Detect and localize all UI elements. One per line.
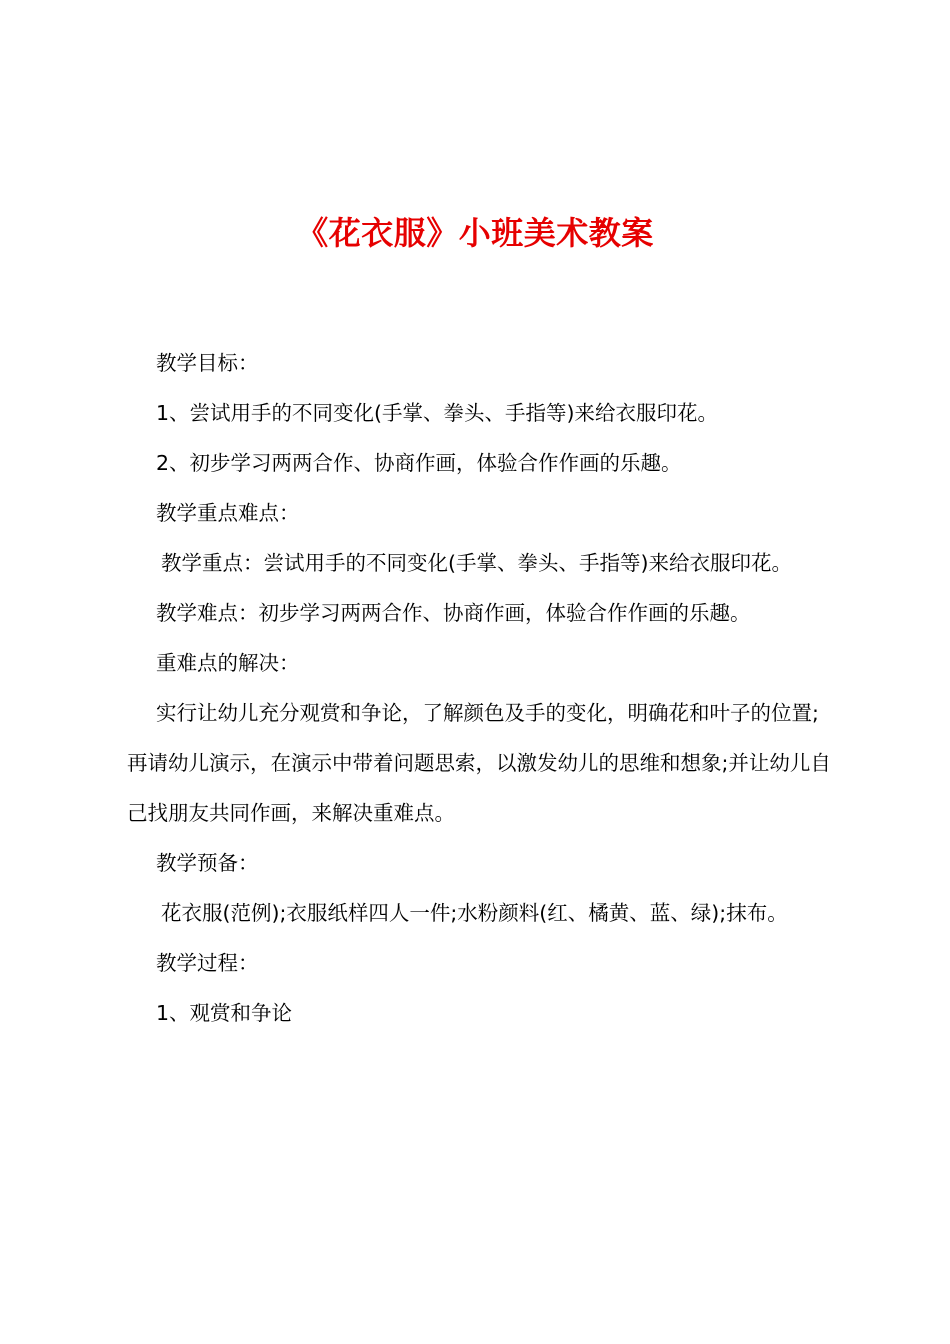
- section-heading-key-points: 教学重点难点：: [156, 501, 300, 525]
- objective-item-1: 1、尝试用手的不同变化(手掌、拳头、手指等)来给衣服印花。: [156, 401, 719, 425]
- document-title: 《花衣服》小班美术教案: [296, 214, 654, 252]
- section-heading-preparation: 教学预备：: [156, 851, 259, 875]
- key-point-paragraph: 教学重点：尝试用手的不同变化(手掌、拳头、手指等)来给衣服印花。: [161, 551, 792, 575]
- section-heading-process: 教学过程：: [156, 951, 259, 975]
- document-body: [127, 338, 833, 1038]
- section-heading-solution: 重难点的解决：: [156, 651, 300, 675]
- solution-paragraph: 实行让幼儿充分观赏和争论，了解颜色及手的变化，明确花和叶子的位置;再请幼儿演示，在演示中带着问题思索，以激发幼儿的思维和想象;并让幼儿自己找朋友共同作画，来解决重难点。: [127, 701, 831, 825]
- difficulty-paragraph: 教学难点：初步学习两两合作、协商作画，体验合作作画的乐趣。: [156, 601, 751, 625]
- process-step-1: 1、观赏和争论: [156, 1001, 293, 1025]
- objective-item-2: 2、初步学习两两合作、协商作画，体验合作作画的乐趣。: [156, 451, 682, 475]
- preparation-paragraph: 花衣服(范例);衣服纸样四人一件;水粉颜料(红、橘黄、蓝、绿);抹布。: [161, 901, 788, 925]
- section-heading-objectives: 教学目标：: [156, 351, 259, 375]
